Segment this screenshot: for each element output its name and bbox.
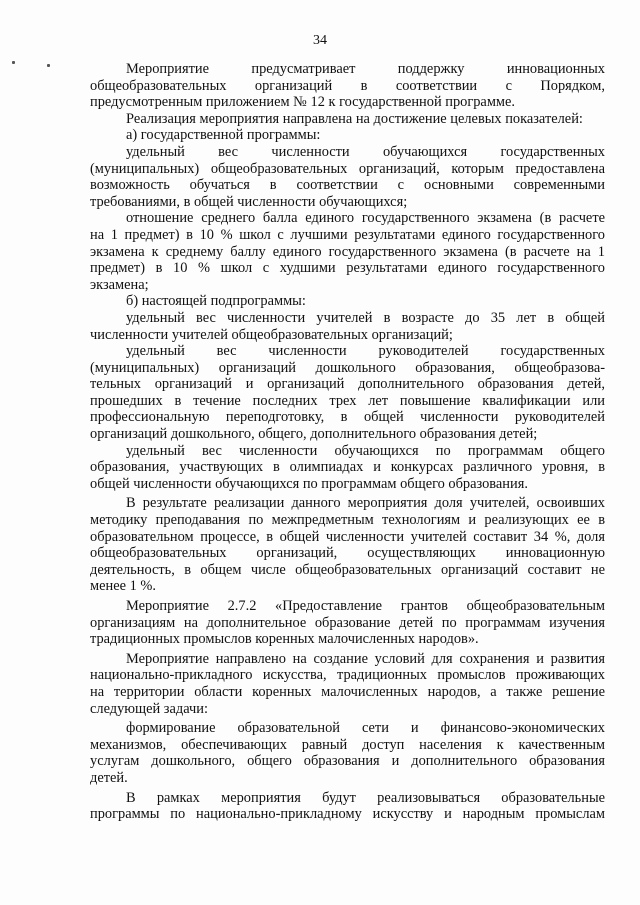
text-line: механизмов, обеспечивающих равный доступ населения к качественным: [90, 736, 605, 753]
text-line: на территории области коренных малочисленных народов, а также решение: [90, 683, 605, 700]
text-line: организациям на дополнительное образование детей по программам изучения: [90, 614, 605, 631]
text-line: детей.: [90, 769, 128, 786]
text-line: требованиями, в общей численности обучающихся;: [90, 193, 408, 210]
text-line: общеобразовательных организаций, осуществляющих инновационную: [90, 545, 605, 562]
text-line: (муниципальных) общеобразовательных организаций, которым предоставлена: [90, 160, 605, 177]
text-line: (муниципальных) организаций дошкольного образования, общеобразова-: [90, 359, 605, 376]
text-line: традиционных промыслов коренных малочисленных народов».: [90, 631, 479, 648]
text-line: экзамена к среднему баллу единого государственного экзамена (в расчете на 1: [90, 243, 605, 260]
text-line: образовательном процессе, в общей численности учителей составит 34 %, доля: [90, 528, 605, 545]
text-line: профессиональную переподготовку, в общей численности руководителей: [90, 409, 605, 426]
text-line: общей численности обучающихся по программам общего образования.: [90, 475, 528, 492]
text-line: Мероприятие предусматривает поддержку инновационных: [126, 61, 605, 77]
text-line: отношение среднего балла единого государственного экзамена (в расчете: [126, 210, 605, 227]
text-line: программы по национально-прикладному искусству и народным промыслам: [90, 806, 605, 823]
text-line: образования, участвующих в олимпиадах и конкурсах различного уровня, в: [90, 459, 605, 476]
text-line: экзамена;: [90, 276, 149, 293]
text-line: удельный вес численности обучающихся по программам общего: [126, 442, 605, 459]
text-line: следующей задачи:: [90, 700, 208, 717]
text-line: удельный вес численности руководителей государственных: [126, 343, 605, 360]
text-line: удельный вес численности учителей в возрасте до 35 лет в общей: [126, 309, 605, 326]
document-body: [90, 61, 605, 823]
text-line: Мероприятие направлено на создание условий для сохранения и развития: [126, 650, 605, 667]
text-line: б) настоящей подпрограммы:: [126, 293, 306, 310]
page-number: 34: [313, 33, 327, 48]
text-line: менее 1 %.: [90, 578, 156, 595]
text-line: прошедших в течение последних трех лет повышение квалификации или: [90, 392, 605, 409]
scan-mark: [47, 64, 50, 67]
text-line: национально-прикладного искусства, традиционных промыслов проживающих: [90, 667, 605, 684]
scan-mark: [12, 61, 15, 64]
text-line: на 1 предмет) в 10 % школ с лучшими результатами единого государственного: [90, 226, 605, 243]
text-line: численности учителей общеобразовательных организаций;: [90, 326, 453, 343]
text-line: тельных организаций и организаций дополнительного образования детей,: [90, 376, 605, 393]
text-line: удельный вес численности обучающихся государственных: [126, 143, 605, 160]
text-line: В рамках мероприятия будут реализовываться образовательные: [126, 789, 605, 806]
text-line: формирование образовательной сети и финансово-экономических: [126, 720, 605, 737]
text-line: предмет) в 10 % школ с худшими результатами единого государственного: [90, 260, 605, 277]
text-line: Мероприятие 2.7.2 «Предоставление грантов общеобразовательным: [126, 598, 605, 614]
text-line: общеобразовательных организаций в соответствии с Порядком,: [90, 77, 605, 94]
text-line: методику преподавания по межпредметным технологиям и реализующих ее в: [90, 512, 605, 529]
text-line: Реализация мероприятия направлена на достижение целевых показателей:: [126, 110, 583, 127]
text-line: деятельность, в общем числе общеобразовательных организаций составит не: [90, 561, 605, 578]
text-line: предусмотренным приложением № 12 к государственной программе.: [90, 94, 516, 111]
text-line: возможность обучаться в соответствии с основными современными: [90, 177, 605, 194]
text-line: а) государственной программы:: [126, 127, 321, 144]
text-line: организаций дошкольного, общего, дополнительного образования детей;: [90, 426, 538, 443]
text-line: услугам дошкольного, общего образования и дополнительного образования: [90, 753, 605, 770]
text-line: В результате реализации данного мероприятия доля учителей, освоивших: [126, 495, 605, 512]
